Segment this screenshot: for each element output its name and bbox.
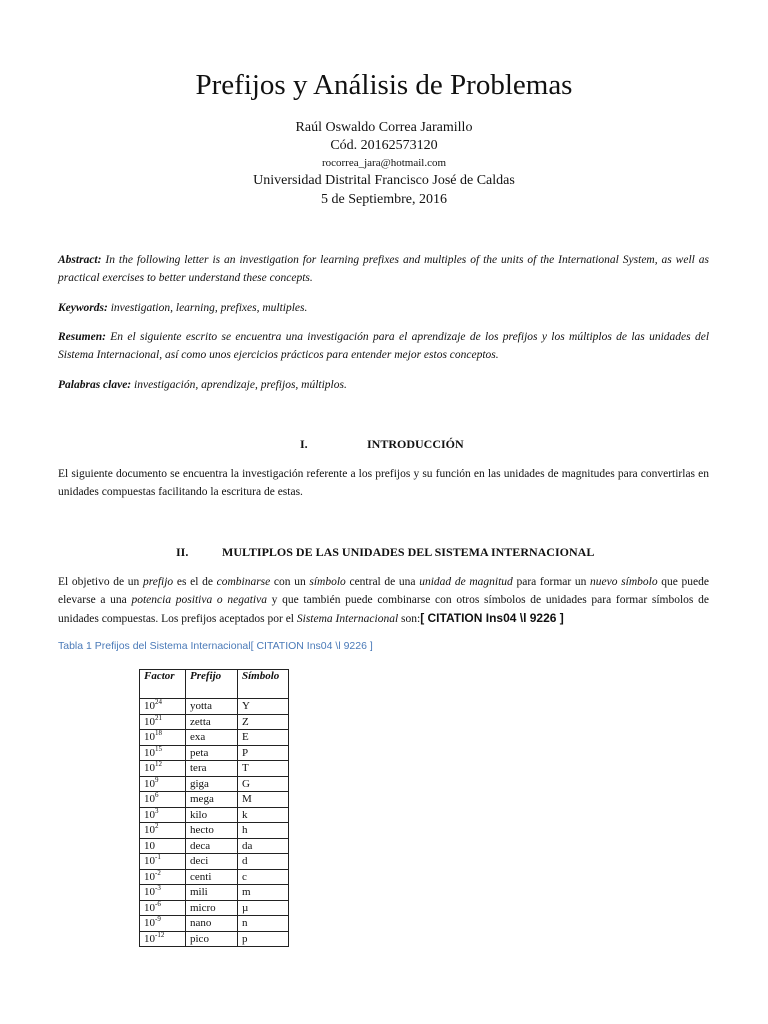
factor-exponent: -9 — [155, 915, 161, 923]
text-run: central de una — [345, 576, 420, 588]
factor-cell — [140, 869, 186, 885]
prefix-cell: exa — [186, 730, 238, 746]
prefix-cell: mega — [186, 792, 238, 808]
palabras-paragraph — [58, 376, 709, 394]
document-date: 5 de Septiembre, 2016 — [321, 192, 447, 207]
page-title: Prefijos y Análisis de Problemas — [195, 69, 573, 101]
term-unidad-de-magnitud: unidad de magnitud — [419, 576, 513, 588]
text-run: que puede elevarse a una — [58, 576, 709, 606]
factor-exponent: 3 — [155, 806, 159, 815]
term-nuevo-simbolo: nuevo símbolo — [590, 576, 658, 588]
prefix-cell: tera — [186, 761, 238, 777]
symbol-cell: Z — [238, 714, 289, 730]
factor-base: 10 — [144, 886, 155, 898]
factor-exponent: -1 — [155, 853, 161, 861]
university-name: Universidad Distrital Francisco José de Caldas — [253, 173, 515, 188]
table-row — [140, 900, 289, 916]
term-combinarse: combinarse — [216, 576, 271, 588]
factor-cell — [140, 916, 186, 932]
symbol-cell: Y — [238, 699, 289, 715]
factor-exponent: 12 — [155, 760, 162, 768]
factor-cell — [140, 714, 186, 730]
header-prefijo: Prefijo — [186, 670, 238, 699]
student-code: Cód. 20162573120 — [330, 138, 438, 153]
citation-field: [ CITATION Ins04 \l 9226 ] — [420, 611, 564, 625]
keywords-text: investigation, learning, prefixes, multiples. — [110, 302, 308, 314]
factor-base: 10 — [144, 762, 155, 774]
symbol-cell: m — [238, 885, 289, 901]
header-simbolo: Símbolo — [238, 670, 289, 699]
factor-base: 10 — [144, 715, 155, 728]
prefix-cell: micro — [186, 900, 238, 916]
factor-exponent: -2 — [155, 868, 161, 877]
symbol-cell: P — [238, 745, 289, 761]
table-row — [140, 714, 289, 730]
prefix-cell: deca — [186, 838, 238, 854]
symbol-cell: h — [238, 823, 289, 839]
symbol-cell: T — [238, 761, 289, 777]
table-row — [140, 916, 289, 932]
prefix-table-body — [140, 699, 289, 947]
resumen-text: En el siguiente escrito se encuentra una investigación para el aprendizaje de los prefijos y los múltiplos de las unidades del Sistema Internacional, así como unos ejercicios prácticos para entender mejor estos conceptos. — [58, 331, 710, 361]
prefix-cell: peta — [186, 745, 238, 761]
factor-cell — [140, 931, 186, 947]
factor-exponent: 18 — [155, 729, 162, 737]
prefix-cell: nano — [186, 916, 238, 932]
prefix-cell: centi — [186, 869, 238, 885]
factor-base: 10 — [144, 808, 155, 821]
term-simbolo: símbolo — [309, 576, 346, 588]
factor-base: 10 — [144, 839, 155, 852]
prefix-cell: deci — [186, 854, 238, 870]
text-run: son: — [398, 613, 421, 625]
keywords-paragraph — [58, 299, 709, 317]
prefix-cell: yotta — [186, 699, 238, 715]
text-run: con un — [270, 576, 310, 588]
factor-base: 10 — [144, 746, 155, 759]
factor-cell — [140, 807, 186, 823]
factor-base: 10 — [144, 731, 155, 743]
factor-exponent: -3 — [155, 884, 161, 892]
prefix-cell: zetta — [186, 714, 238, 730]
factor-cell — [140, 792, 186, 808]
factor-exponent: 21 — [155, 713, 162, 722]
table-row — [140, 931, 289, 947]
table-row — [140, 854, 289, 870]
factor-exponent: 24 — [155, 698, 162, 706]
factor-base: 10 — [144, 793, 155, 805]
table-row — [140, 885, 289, 901]
term-potencia: potencia positiva o negativa — [131, 594, 267, 606]
author-email: rocorrea_jara@hotmail.com — [321, 157, 447, 169]
table-row — [140, 869, 289, 885]
symbol-cell: µ — [238, 900, 289, 916]
table-row — [140, 730, 289, 746]
factor-cell — [140, 900, 186, 916]
factor-exponent: -12 — [155, 930, 165, 939]
table-row — [140, 823, 289, 839]
symbol-cell: p — [238, 931, 289, 947]
symbol-cell: c — [238, 869, 289, 885]
factor-cell — [140, 854, 186, 870]
abstract-text: In the following letter is an investigation for learning prefixes and multiples of the units of the International System, as well as practical exercises to better understand these concepts. — [58, 254, 710, 284]
text-run: para formar un — [512, 576, 591, 588]
resumen-paragraph — [58, 328, 709, 364]
palabras-label: Palabras clave: — [58, 379, 132, 391]
factor-base: 10 — [144, 700, 155, 712]
term-prefijo: prefijo — [142, 576, 174, 588]
text-run: El objetivo de un — [58, 576, 143, 588]
symbol-cell: G — [238, 776, 289, 792]
text-run: y que también puede combinarse con otros símbolos de unidades para formar símbolos de unidades compuestas. Los prefijos aceptados por el — [58, 594, 709, 625]
section-1-paragraph: El siguiente documento se encuentra la investigación referente a los prefijos y su función en las unidades de magnitudes para convertirlas en unidades compuestas facilitando la escritura de estas. — [58, 468, 709, 498]
prefix-table — [139, 669, 289, 947]
section-1-number: I. — [300, 437, 308, 451]
factor-base: 10 — [144, 901, 155, 914]
symbol-cell: n — [238, 916, 289, 932]
author-name: Raúl Oswaldo Correa Jaramillo — [295, 120, 473, 135]
section-1-title: INTRODUCCIÓN — [367, 437, 464, 451]
table-row — [140, 699, 289, 715]
prefix-cell: giga — [186, 776, 238, 792]
section-2-paragraph — [58, 573, 709, 628]
factor-exponent: -6 — [155, 899, 161, 908]
factor-cell — [140, 776, 186, 792]
factor-base: 10 — [144, 870, 155, 883]
section-2-number: II. — [176, 545, 189, 559]
table-row — [140, 807, 289, 823]
factor-base: 10 — [144, 932, 155, 945]
section-2-title: MULTIPLOS DE LAS UNIDADES DEL SISTEMA INTERNACIONAL — [222, 545, 595, 559]
term-sistema-internacional: Sistema Internacional — [296, 613, 399, 625]
symbol-cell: E — [238, 730, 289, 746]
factor-cell — [140, 823, 186, 839]
table-row — [140, 792, 289, 808]
resumen-label: Resumen: — [58, 331, 106, 343]
table-header-row — [140, 670, 289, 699]
factor-base: 10 — [144, 855, 155, 867]
table-row — [140, 761, 289, 777]
header-factor: Factor — [140, 670, 186, 699]
text-run: es el de — [173, 576, 217, 588]
prefix-cell: kilo — [186, 807, 238, 823]
factor-cell — [140, 730, 186, 746]
palabras-text: investigación, aprendizaje, prefijos, múltiplos. — [134, 379, 347, 391]
prefix-cell: hecto — [186, 823, 238, 839]
table-row — [140, 838, 289, 854]
factor-cell — [140, 761, 186, 777]
keywords-label: Keywords: — [58, 302, 108, 314]
abstract-label: Abstract: — [58, 254, 102, 266]
factor-base: 10 — [144, 917, 155, 929]
factor-base: 10 — [144, 824, 155, 836]
factor-cell — [140, 885, 186, 901]
table-row — [140, 745, 289, 761]
symbol-cell: d — [238, 854, 289, 870]
factor-cell — [140, 838, 186, 854]
symbol-cell: M — [238, 792, 289, 808]
symbol-cell: da — [238, 838, 289, 854]
factor-exponent: 9 — [155, 775, 159, 784]
prefix-cell: mili — [186, 885, 238, 901]
abstract-paragraph — [58, 251, 709, 287]
factor-exponent: 15 — [155, 744, 162, 753]
prefix-cell: pico — [186, 931, 238, 947]
factor-cell — [140, 699, 186, 715]
symbol-cell: k — [238, 807, 289, 823]
factor-cell — [140, 745, 186, 761]
factor-exponent: 2 — [155, 822, 159, 830]
factor-base: 10 — [144, 777, 155, 790]
table-row — [140, 776, 289, 792]
table-caption: Tabla 1 Prefijos del Sistema Internacional[ CITATION Ins04 \l 9226 ] — [58, 640, 373, 652]
factor-exponent: 6 — [155, 791, 159, 799]
